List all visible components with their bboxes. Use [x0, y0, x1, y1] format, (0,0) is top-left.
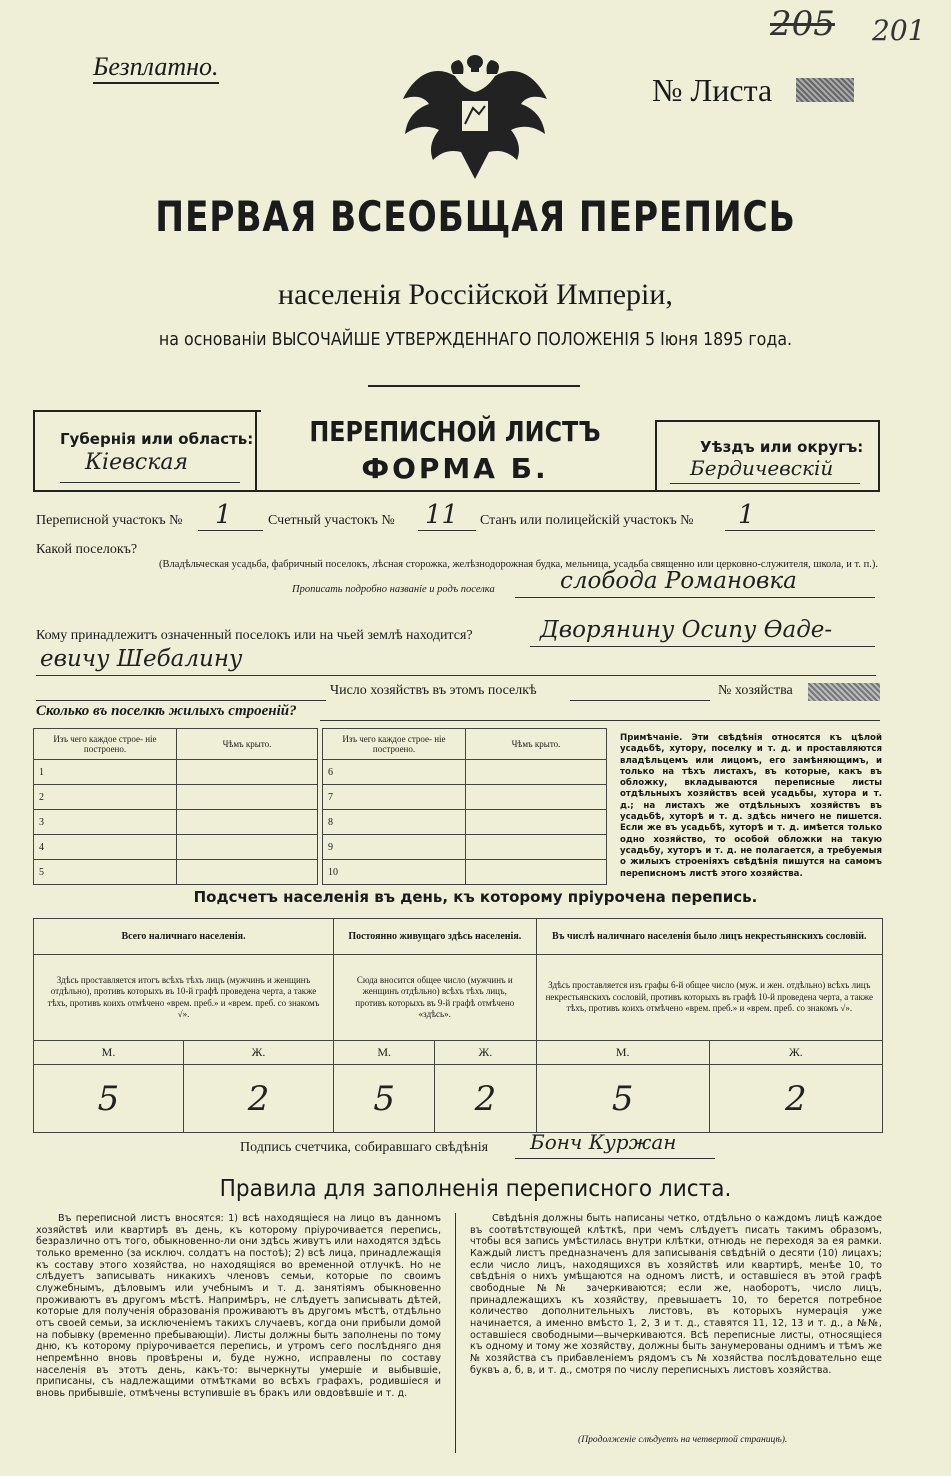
owner-value-2[interactable]: евичу Шебалину	[40, 646, 243, 672]
counting-district-value[interactable]: 11	[425, 500, 459, 530]
table-row: 8	[323, 810, 607, 835]
table-row: 7	[323, 785, 607, 810]
buildings-note: Примѣчаніе. Эти свѣдѣнія относятся къ цѣлой усадьбѣ, хутору, поселку и т. д. и проставляются владѣльцемъ или лицомъ, его замѣняющимъ, и только на тѣхъ листахъ, въ которые, какъ въ обложку, вкладываются переписные листы отдѣльныхъ хозяйствъ всей усадьбы, хутора и т. д.; на листахъ же отдѣльныхъ хозяйствъ въ усадьбѣ, хуторѣ и т. д. здѣсь ничего не пишется. Если же въ усадьбѣ, хуторѣ и т. д. имѣется только одно хозяйство, то особой обложки на такую усадьбу, хуторъ и т. д. не полагается, а требуемыя о жилыхъ строеніяхъ свѣдѣнія пишутся на самомъ переписномъ листѣ этого хозяйства.	[620, 733, 882, 879]
rules-title: Правила для заполненія переписного листа.	[219, 1176, 732, 1202]
total-female-value[interactable]: 2	[184, 1065, 334, 1133]
gubernia-value[interactable]: Кіевская	[85, 450, 189, 475]
table-row: 10	[323, 860, 607, 885]
owner-label: Кому принадлежитъ означенный поселокъ или на чьей землѣ находится?	[36, 628, 473, 643]
permanent-female-value[interactable]: 2	[435, 1065, 536, 1133]
female-header: Ж.	[435, 1041, 536, 1065]
sheet-number	[652, 72, 772, 109]
form-name: ФОРМА Б.	[361, 452, 549, 485]
stan-label: Станъ или полицейскій участокъ №	[480, 513, 694, 528]
count-col-title: Всего наличнаго населенія.	[34, 919, 334, 955]
col-material: Изъ чего каждое строе- ніе построено.	[323, 729, 466, 760]
uezd-value[interactable]: Бердичевскій	[690, 456, 834, 480]
count-col-desc: Здѣсь проставляется итогъ всѣхъ тѣхъ лицъ (мужчинъ и женщинъ отдѣльно), противъ которыхъ въ 10-й графѣ проведена черта, а также тѣхъ, противъ коихъ отмѣчено «врем. преб.» и «врем. преб. со знакомъ √».	[34, 955, 334, 1041]
table-row: 6	[323, 760, 607, 785]
male-header: М.	[536, 1041, 709, 1065]
count-col-desc: Сюда вносится общее число (мужчинъ и женщинъ отдѣльно) всѣхъ тѣхъ лицъ, противъ которыхъ въ 9-й графѣ отмѣчено «здѣсь».	[334, 955, 537, 1041]
female-header: Ж.	[709, 1041, 882, 1065]
total-male-value[interactable]: 5	[34, 1065, 184, 1133]
page-title: ПЕРВАЯ ВСЕОБЩАЯ ПЕРЕПИСЬ	[155, 192, 796, 241]
table-row: 5	[34, 860, 318, 885]
form-title: ПЕРЕПИСНОЙ ЛИСТЪ	[309, 415, 601, 448]
signature-value[interactable]: Бонч Куржан	[530, 1130, 677, 1154]
table-row: 2	[34, 785, 318, 810]
gubernia-label: Губернія или область:	[60, 430, 254, 448]
col-roof: Чѣмъ крыто.	[177, 729, 318, 760]
legal-basis: на основаніи ВЫСОЧАЙШЕ УТВЕРЖДЕННАГО ПОЛОЖЕНІЯ 5 Іюня 1895 года.	[158, 329, 793, 350]
uezd-label: Уѣздъ или округъ:	[700, 438, 864, 456]
table-row: 3	[34, 810, 318, 835]
sheet-number-label: № Листа	[652, 72, 773, 108]
rules-continued: (Продолженіе слѣдуетъ на четвертой страницѣ).	[578, 1434, 788, 1445]
col-material: Изъ чего каждое строе- ніе построено.	[34, 729, 177, 760]
table-row: 1	[34, 760, 318, 785]
male-header: М.	[34, 1041, 184, 1065]
census-district-value[interactable]: 1	[215, 500, 232, 530]
owner-value-1[interactable]: Дворянину Осипу Ѳаде-	[540, 617, 833, 643]
male-header: М.	[334, 1041, 435, 1065]
settlement-label: Какой поселокъ?	[36, 542, 138, 557]
free-label: Безплатно.	[93, 52, 219, 84]
count-col-title: Въ числѣ наличнаго населенія было лицъ некрестьянскихъ сословій.	[536, 919, 882, 955]
subtitle: населенія Россійской Имперіи,	[278, 278, 673, 311]
households-label: Число хозяйствъ въ этомъ поселкѣ	[330, 683, 537, 698]
permanent-male-value[interactable]: 5	[334, 1065, 435, 1133]
table-row: 4	[34, 835, 318, 860]
census-district-label: Переписной участокъ №	[36, 513, 183, 528]
count-col-desc: Здѣсь проставляется изъ графы 6-й общее число (муж. и жен. отдѣльно) всѣхъ лицъ некрестьянскихъ сословій, противъ которыхъ въ графѣ 10-й проведена черта, а также тѣхъ, противъ коихъ отмѣчено «врем. преб.» и «врем. преб. со знакомъ √».	[536, 955, 882, 1041]
buildings-table-right	[322, 728, 607, 885]
female-header: Ж.	[184, 1041, 334, 1065]
sheet-number-blank	[796, 78, 854, 102]
buildings-label: Сколько въ поселкѣ жилыхъ строеній?	[36, 703, 297, 719]
buildings-table-left	[33, 728, 318, 885]
settlement-value[interactable]: слобода Романовка	[560, 568, 797, 594]
archive-number: 201	[872, 14, 926, 47]
household-no-blank	[808, 683, 880, 701]
stan-value[interactable]: 1	[738, 500, 755, 530]
population-count-table	[33, 918, 883, 1133]
rules-left: Въ переписной листъ вносятся: 1) всѣ находящіеся на лицо въ данномъ хозяйствѣ или квартирѣ въ день, къ которому пріурочивается перепись, безразлично отъ того, обыкновенно-ли они здѣсь живутъ или находятся здѣсь только временно (за исключ. солдатъ на постоѣ); 2) всѣ лица, принадлежащія къ составу этого хозяйства, но находящіяся во временной отлучкѣ. Но не слѣдуетъ записывать никакихъ членовъ семьи, которые по своимъ служебнымъ, дѣловымъ или учебнымъ и т. д. занятіямъ обыкновенно проживаютъ въ другомъ мѣстѣ. Напримѣръ, не слѣдуетъ записывать дѣтей, которые для полученія образованія проживаютъ въ другомъ мѣстѣ, отдѣльно отъ своей семьи, за исключеніемъ такихъ случаевъ, когда они прибыли домой на побывку (временно пребывающіи). Листы должны быть заполнены по тому дню, къ которому пріурочивается перепись, и утромъ сего послѣдняго дня непремѣнно вновь провѣрены и, буде нужно, исправлены по составу населенія въ этотъ день, какъ-то: вычеркнуты умершіе и выбывшіе, приписаны, съ надлежащими отмѣтками во всѣхъ графахъ, родившіеся и вновь прибывшіе, отмѣчены вступившіе въ бракъ или овдовѣвшіе и т. д.	[36, 1213, 441, 1399]
archive-number-crossed: 205	[770, 4, 835, 44]
household-no-label: № хозяйства	[718, 683, 793, 698]
double-headed-eagle-icon	[395, 54, 555, 184]
table-row: 9	[323, 835, 607, 860]
non-peasant-female-value[interactable]: 2	[709, 1065, 882, 1133]
rules-right: Свѣдѣнія должны быть написаны четко, отдѣльно о каждомъ лицѣ каждое въ соотвѣтствующей клѣткѣ, при чемъ слѣдуетъ писать такимъ образомъ, чтобы вся запись умѣстилась внутри клѣтки, отнюдь не переходя за ея рамки. Каждый листъ предназначенъ для записыванія свѣдѣній о десяти (10) лицахъ; если число лицъ, находящихся въ хозяйствѣ или квартирѣ, менѣе 10, то свѣдѣнія о нихъ умѣщаются на одномъ листѣ, и оставшіеся въ этой графѣ свободные №№ зачеркиваются; если же, наоборотъ, число лицъ, принадлежащихъ къ хозяйству, превышаетъ 10, то берется потребное количество дополнительныхъ листовъ, въ которыхъ нумерація уже начинается, а именно вмѣсто 1, 2, 3 и т. д., ставятся 11, 12, 13 и т. д., а №№, оставшіеся свободными—вычеркиваются. Всѣ переписные листы, относящіеся къ одному и тому же хозяйству, должны быть занумерованы однимъ и тѣмъ же № хозяйства съ прибавленіемъ рядомъ съ № хозяйства послѣдовательно еще буквъ а, б, в, и т. д., смотря по числу переписныхъ листовъ хозяйства.	[470, 1213, 882, 1376]
signature-label: Подпись счетчика, собиравшаго свѣдѣнія	[240, 1140, 489, 1155]
col-roof: Чѣмъ крыто.	[466, 729, 607, 760]
count-heading: Подсчетъ населенія въ день, къ которому пріурочена перепись.	[193, 888, 758, 906]
count-col-title: Постоянно живущаго здѣсь населенія.	[334, 919, 537, 955]
settlement-instruction: Прописать подробно названіе и родъ поселка	[292, 584, 495, 595]
counting-district-label: Счетный участокъ №	[268, 513, 395, 528]
non-peasant-male-value[interactable]: 5	[536, 1065, 709, 1133]
settlement-hint: (Владѣльческая усадьба, фабричный поселокъ, лѣсная сторожка, желѣзнодорожная будка, мельница, усадьба священно или церковно-служителя, школа, и т. п.).	[159, 559, 878, 570]
